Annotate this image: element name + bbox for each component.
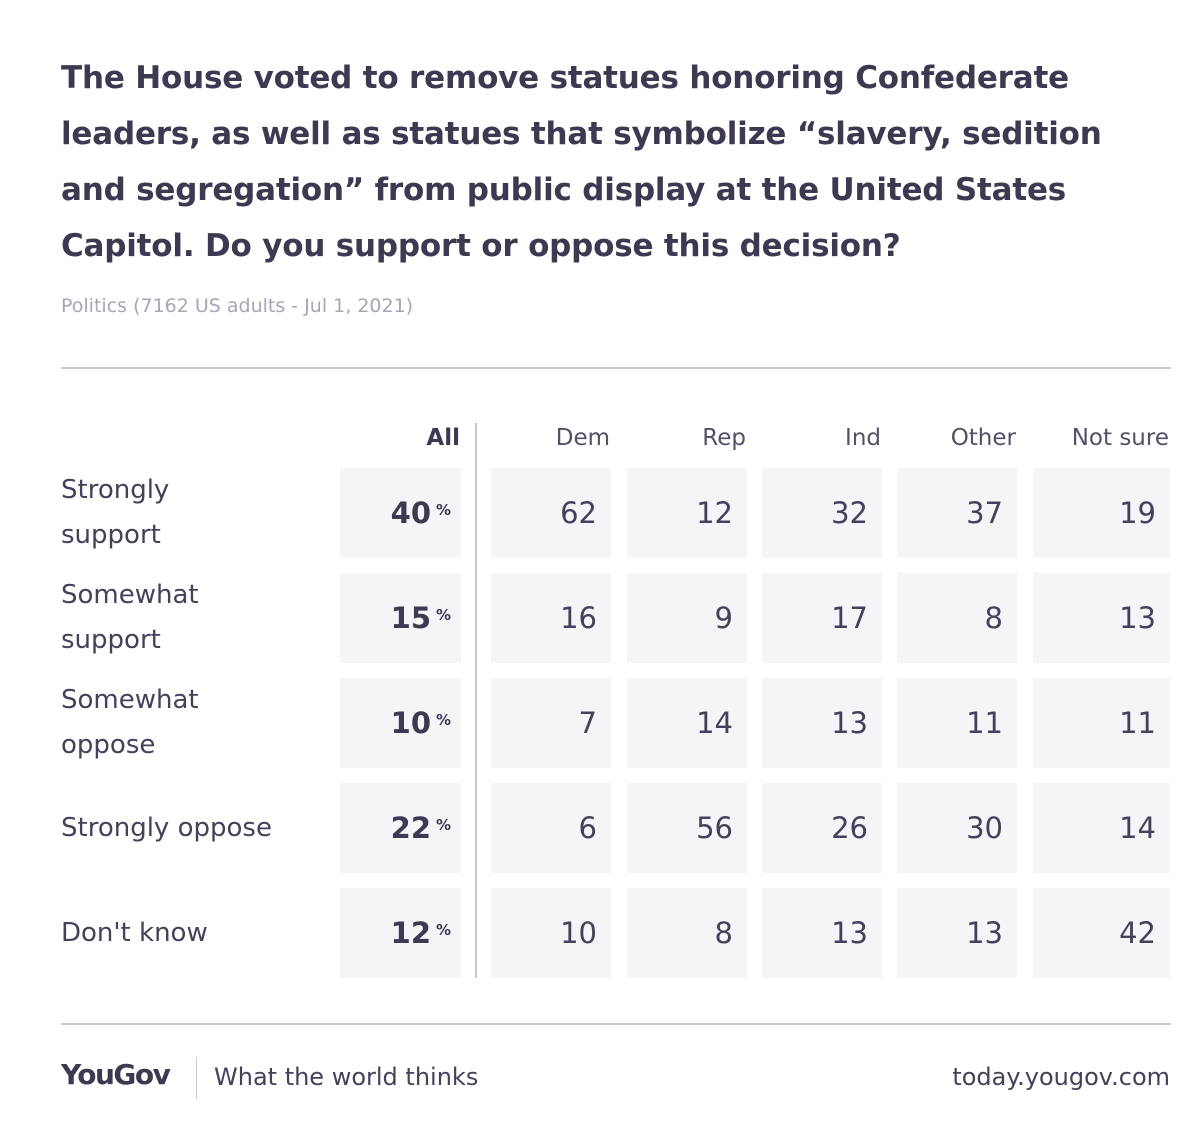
chart-title: The House voted to remove statues honoring Confederate leaders, as well as statues that symbolize “slavery, sedition and segregation” from public display at the United States Capitol. Do you support or oppose this decision? bbox=[61, 60, 1102, 264]
table-cell bbox=[897, 783, 1017, 873]
cell-value: 13 bbox=[831, 916, 868, 950]
cell-value: 11 bbox=[1119, 706, 1156, 740]
table-cell bbox=[762, 468, 882, 558]
row-label-somewhat-oppose: Somewhat oppose bbox=[61, 685, 199, 760]
table-cell bbox=[897, 888, 1017, 978]
cell-value: 40 bbox=[390, 496, 431, 530]
cell-value: 12 bbox=[390, 916, 431, 950]
table-cell bbox=[897, 573, 1017, 663]
row-label-strongly-oppose: Strongly oppose bbox=[61, 812, 272, 843]
column-header-all: All bbox=[426, 425, 460, 451]
column-header-rep: Rep bbox=[702, 425, 746, 451]
table-cell bbox=[491, 888, 611, 978]
cell-value: 16 bbox=[560, 601, 597, 635]
footer-separator bbox=[196, 1057, 197, 1099]
top-divider bbox=[61, 367, 1171, 369]
percent-sign: % bbox=[435, 711, 451, 729]
table-cell bbox=[1033, 468, 1170, 558]
cell-value: 12 bbox=[696, 496, 733, 530]
cell-value: 14 bbox=[696, 706, 733, 740]
percent-sign: % bbox=[435, 501, 451, 519]
cell-value: 9 bbox=[714, 601, 733, 635]
cell-value: 13 bbox=[966, 916, 1003, 950]
cell-value: 8 bbox=[714, 916, 733, 950]
table-cell bbox=[762, 678, 882, 768]
row-label-don-t-know: Don't know bbox=[61, 917, 208, 948]
table-cell bbox=[491, 678, 611, 768]
row-label-somewhat-support: Somewhat support bbox=[61, 580, 199, 655]
bottom-divider bbox=[61, 1023, 1171, 1025]
column-header-ind: Ind bbox=[845, 425, 881, 451]
table-cell bbox=[627, 678, 747, 768]
table-cell bbox=[1033, 573, 1170, 663]
cell-value: 10 bbox=[560, 916, 597, 950]
cell-value: 56 bbox=[696, 811, 733, 845]
table-cell bbox=[762, 888, 882, 978]
table-cell bbox=[1033, 888, 1170, 978]
table-cell bbox=[491, 573, 611, 663]
footer-url: today.yougov.com bbox=[952, 1063, 1170, 1091]
percent-sign: % bbox=[435, 816, 451, 834]
table-cell bbox=[491, 468, 611, 558]
cell-value: 37 bbox=[966, 496, 1003, 530]
column-header-not-sure: Not sure bbox=[1071, 425, 1169, 451]
column-header-dem: Dem bbox=[555, 425, 610, 451]
cell-value: 10 bbox=[390, 706, 431, 740]
cell-value: 32 bbox=[831, 496, 868, 530]
table-cell bbox=[627, 888, 747, 978]
table-cell bbox=[627, 783, 747, 873]
cell-value: 13 bbox=[1119, 601, 1156, 635]
row-label-strongly-support: Strongly support bbox=[61, 475, 170, 550]
column-header-other: Other bbox=[950, 425, 1016, 451]
table-cell bbox=[340, 678, 461, 768]
cell-value: 7 bbox=[578, 706, 597, 740]
cell-value: 17 bbox=[831, 601, 868, 635]
table-cell bbox=[1033, 783, 1170, 873]
table-cell bbox=[340, 888, 461, 978]
cell-value: 19 bbox=[1119, 496, 1156, 530]
table-cell bbox=[340, 573, 461, 663]
table-cell bbox=[762, 783, 882, 873]
table-cell bbox=[340, 783, 461, 873]
cell-value: 26 bbox=[831, 811, 868, 845]
cell-value: 42 bbox=[1119, 916, 1156, 950]
cell-value: 14 bbox=[1119, 811, 1156, 845]
chart-subtitle: Politics (7162 US adults - Jul 1, 2021) bbox=[61, 295, 414, 317]
cell-value: 30 bbox=[966, 811, 1003, 845]
cell-value: 13 bbox=[831, 706, 868, 740]
table-cell bbox=[340, 468, 461, 558]
yougov-logo: YouGov bbox=[61, 1058, 170, 1091]
all-column-divider bbox=[475, 423, 477, 978]
cell-value: 62 bbox=[560, 496, 597, 530]
table-cell bbox=[627, 573, 747, 663]
table-cell bbox=[762, 573, 882, 663]
footer-tagline: What the world thinks bbox=[214, 1063, 479, 1091]
percent-sign: % bbox=[435, 606, 451, 624]
table-cell bbox=[491, 783, 611, 873]
table-cell bbox=[627, 468, 747, 558]
cell-value: 11 bbox=[966, 706, 1003, 740]
percent-sign: % bbox=[435, 921, 451, 939]
table-cell bbox=[897, 468, 1017, 558]
cell-value: 8 bbox=[984, 601, 1003, 635]
table-cell bbox=[1033, 678, 1170, 768]
cell-value: 22 bbox=[390, 811, 431, 845]
cell-value: 6 bbox=[578, 811, 597, 845]
table-cell bbox=[897, 678, 1017, 768]
cell-value: 15 bbox=[390, 601, 431, 635]
